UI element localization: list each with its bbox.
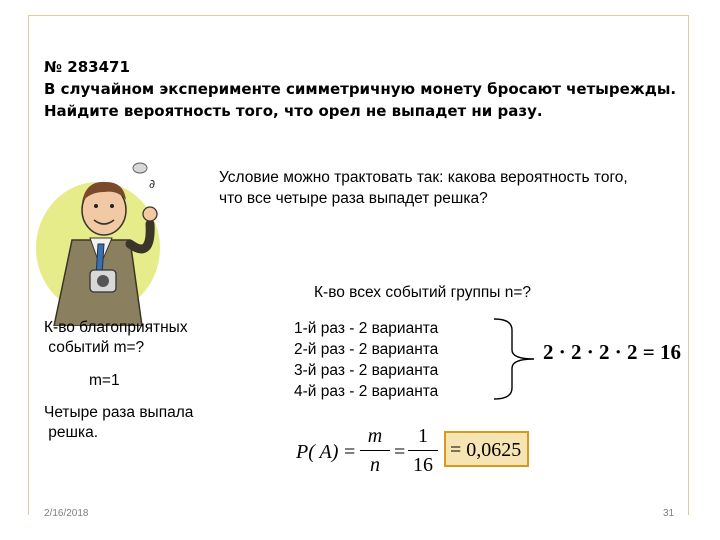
- fraction-numerator: m: [367, 425, 383, 447]
- thumbs-up-hand-icon: [143, 207, 157, 221]
- camera-lens-icon: [97, 275, 109, 287]
- explanation-line-1: Четыре раза выпала: [44, 404, 194, 421]
- fraction-1-over-16: [408, 424, 438, 477]
- total-events-question: К-во всех событий группы n=?: [314, 284, 531, 301]
- favorable-line-1: К-во благоприятных: [44, 319, 188, 336]
- favorable-events-question: [44, 318, 188, 358]
- toss-variants-list: [294, 318, 438, 402]
- problem-number: № 283471: [44, 58, 130, 76]
- problem-line-2: Найдите вероятность того, что орел не выпадет ни разу.: [44, 102, 543, 120]
- slide-frame-right: [688, 15, 689, 515]
- thought-squiggle-icon: ∂: [149, 177, 156, 191]
- fraction-bar: [408, 450, 438, 451]
- fraction-m-over-n: [360, 424, 390, 477]
- problem-statement: [44, 56, 684, 122]
- right-brace-icon: [490, 316, 538, 402]
- probability-formula: [296, 424, 536, 480]
- explanation-line-2: решка.: [44, 424, 99, 441]
- favorable-explanation: [44, 403, 193, 443]
- favorable-line-2: событий m=?: [44, 339, 145, 356]
- fraction-denominator: n: [370, 454, 380, 476]
- formula-equals-2: =: [394, 441, 406, 463]
- formula-lhs: P( A): [296, 441, 339, 463]
- probability-result: = 0,0625: [444, 431, 529, 467]
- coin-icon: [133, 163, 147, 173]
- thinking-man-illustration: [24, 148, 204, 326]
- footer-date: 2/16/2018: [44, 508, 89, 519]
- problem-interpretation: [219, 167, 628, 209]
- right-eye: [110, 204, 114, 208]
- favorable-count-value: m=1: [89, 372, 120, 389]
- variant-item: 2-й раз - 2 варианта: [294, 341, 439, 358]
- variant-item: 3-й раз - 2 варианта: [294, 362, 439, 379]
- fraction-denominator: 16: [413, 454, 433, 476]
- interpretation-line-2: что все четыре раза выпадет решка?: [219, 190, 488, 207]
- formula-equals-1: =: [344, 441, 356, 463]
- fraction-numerator: 1: [418, 425, 428, 447]
- left-eye: [94, 204, 98, 208]
- slide-frame-top: [28, 15, 688, 16]
- total-events-product: 2 · 2 · 2 · 2 = 16: [543, 340, 681, 364]
- fraction-bar: [360, 450, 390, 451]
- variant-item: 1-й раз - 2 варианта: [294, 320, 439, 337]
- variant-item: 4-й раз - 2 варианта: [294, 383, 439, 400]
- problem-line-1: В случайном эксперименте симметричную монету бросают четырежды.: [44, 80, 677, 98]
- interpretation-line-1: Условие можно трактовать так: какова вероятность того,: [219, 169, 628, 186]
- slide-number: 31: [663, 508, 675, 519]
